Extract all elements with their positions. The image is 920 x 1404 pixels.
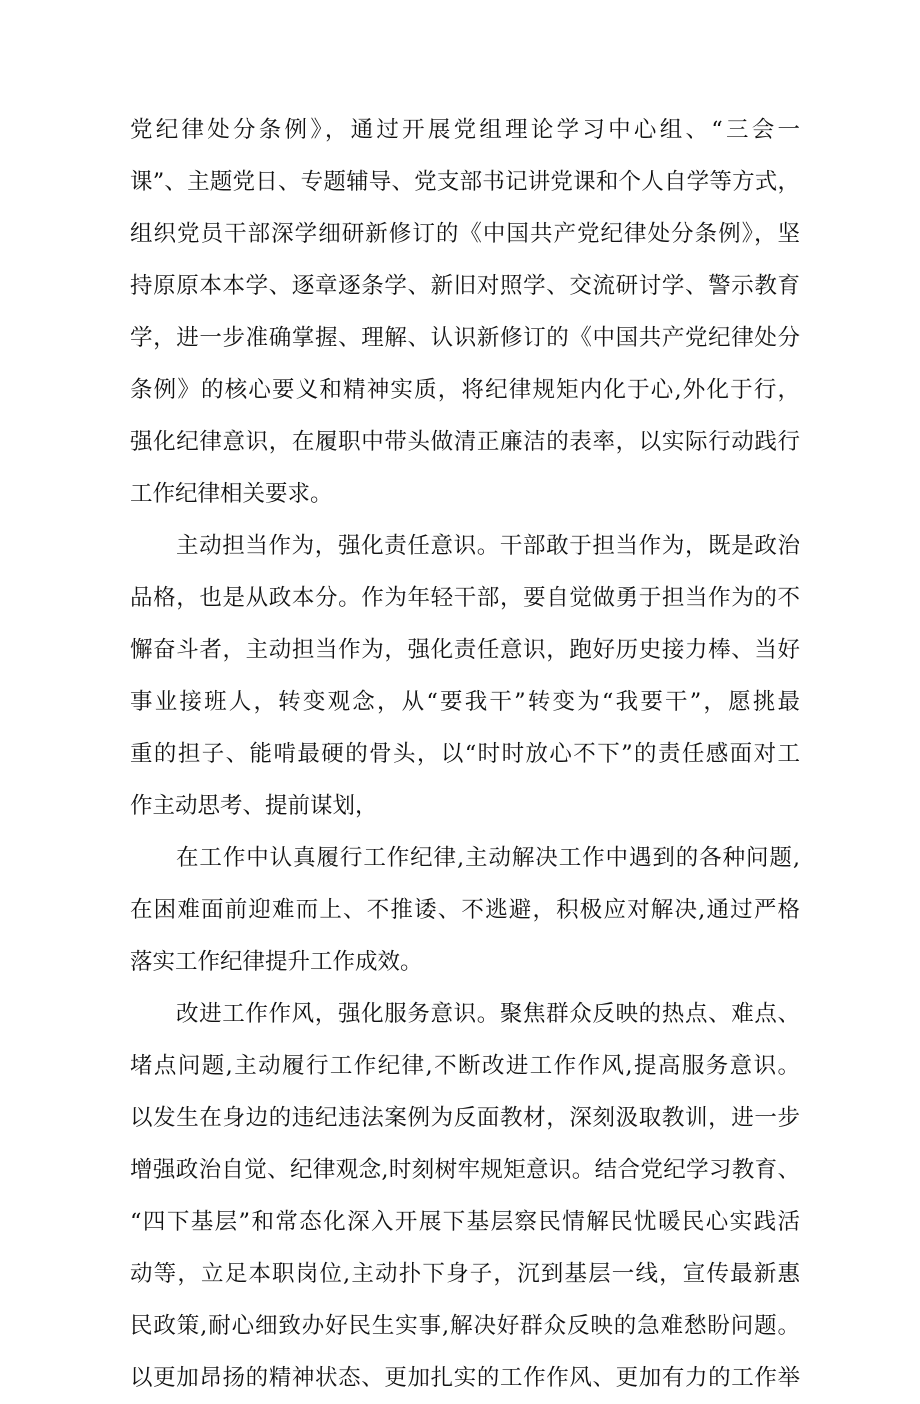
paragraph-first-line: 主动担当作为，强化责任意识。干部敢于担当作为，既是政治 bbox=[176, 533, 800, 559]
text-line: 条例》的核心要义和精神实质，将纪律规矩内化于心,外化于行， bbox=[130, 377, 800, 403]
text-line: 民政策,耐心细致办好民生实事,解决好群众反映的急难愁盼问题。 bbox=[130, 1313, 800, 1339]
text-line: 组织党员干部深学细研新修订的《中国共产党纪律处分条例》，坚 bbox=[130, 221, 800, 247]
text-line: 懈奋斗者，主动担当作为，强化责任意识，跑好历史接力棒、当好 bbox=[130, 637, 800, 663]
body-text bbox=[130, 104, 800, 1404]
text-line: 事业接班人，转变观念，从“要我干”转变为“我要干”，愿挑最 bbox=[130, 689, 800, 715]
text-line: 增强政治自觉、纪律观念,时刻树牢规矩意识。结合党纪学习教育、 bbox=[130, 1157, 800, 1183]
text-line: 强化纪律意识，在履职中带头做清正廉洁的表率，以实际行动践行 bbox=[130, 429, 800, 455]
text-line: 工作纪律相关要求。 bbox=[130, 481, 333, 507]
paragraph-first-line: 在工作中认真履行工作纪律,主动解决工作中遇到的各种问题, bbox=[176, 845, 800, 871]
text-line: 动等，立足本职岗位,主动扑下身子，沉到基层一线，宣传最新惠 bbox=[130, 1261, 800, 1287]
text-line: 品格，也是从政本分。作为年轻干部，要自觉做勇于担当作为的不 bbox=[130, 585, 800, 611]
text-line: 持原原本本学、逐章逐条学、新旧对照学、交流研讨学、警示教育 bbox=[130, 273, 800, 299]
text-line: 以发生在身边的违纪违法案例为反面教材，深刻汲取教训，进一步 bbox=[130, 1105, 800, 1131]
text-line: 堵点问题,主动履行工作纪律,不断改进工作作风,提高服务意识。 bbox=[130, 1053, 800, 1079]
text-line: “四下基层”和常态化深入开展下基层察民情解民忧暖民心实践活 bbox=[130, 1209, 800, 1235]
text-line: 以更加昂扬的精神状态、更加扎实的工作作风、更加有力的工作举 bbox=[130, 1365, 800, 1391]
text-line: 落实工作纪律提升工作成效。 bbox=[130, 949, 423, 975]
paragraph-first-line: 改进工作作风，强化服务意识。聚焦群众反映的热点、难点、 bbox=[176, 1001, 800, 1027]
text-line: 课”、主题党日、专题辅导、党支部书记讲党课和个人自学等方式， bbox=[130, 169, 800, 195]
text-line: 重的担子、能啃最硬的骨头，以“时时放心不下”的责任感面对工 bbox=[130, 741, 800, 767]
text-line: 学，进一步准确掌握、理解、认识新修订的《中国共产党纪律处分 bbox=[130, 325, 800, 351]
text-line: 作主动思考、提前谋划， bbox=[130, 793, 378, 819]
text-line: 党纪律处分条例》，通过开展党组理论学习中心组、“三会一 bbox=[130, 117, 800, 143]
text-line: 在困难面前迎难而上、不推诿、不逃避，积极应对解决,通过严格 bbox=[130, 897, 800, 923]
